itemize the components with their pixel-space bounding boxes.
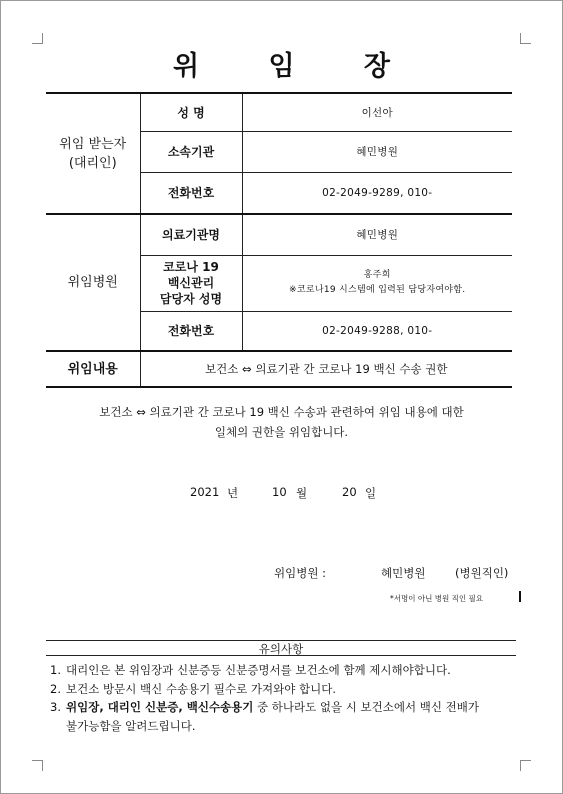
- org-label: 소속기관: [140, 131, 242, 172]
- hospital-value: 혜민병원: [242, 214, 512, 255]
- notice-item-3: [50, 698, 520, 735]
- notice-item-3-text: 중 하나라도 없을 시 보건소에서 백신 전배가: [253, 700, 479, 714]
- hospital-group-cell: 위임병원: [46, 214, 140, 351]
- name-value: 이선아: [242, 93, 512, 131]
- notice-item-3-bold: 위임장, 대리인 신분증, 백신수송용기: [66, 700, 254, 714]
- date-day: 20: [342, 485, 357, 499]
- document-title: 위 임 장: [172, 51, 421, 82]
- notice-number: 2.: [50, 681, 61, 696]
- paragraph-line2: 일체의 권한을 위임합니다.: [214, 425, 349, 439]
- date-day-unit: 일: [365, 486, 377, 500]
- covid-label-line1: 코로나 19: [163, 260, 219, 274]
- org-value: 혜민병원: [242, 131, 512, 172]
- signature-hospital: 혜민병원: [381, 566, 426, 580]
- notice-list: [50, 661, 520, 735]
- date-month: 10: [272, 485, 287, 499]
- delegate-group-line1: 위임 받는자: [59, 136, 127, 152]
- crop-mark-top-left: [32, 33, 43, 44]
- signature-seal: (병원직인): [455, 566, 509, 580]
- date-month-unit: 월: [296, 486, 308, 500]
- notice-item-2-text: 보건소 방문시 백신 수송용기 필수로 가져와야 합니다.: [66, 681, 336, 696]
- notice-rule: [46, 655, 516, 656]
- notice-number: 3.: [50, 700, 61, 714]
- covid-manager-label: [140, 255, 242, 311]
- notice-title: 유의사항: [258, 642, 304, 656]
- name-label: 성 명: [140, 93, 242, 131]
- paragraph-line1: 보건소 ⇔ 의료기관 간 코로나 19 백신 수송과 관련하여 위임 내용에 대한: [99, 405, 464, 419]
- notice-item-1: [50, 661, 520, 680]
- signature-note: *서명이 아닌 병원 직인 필요: [390, 594, 483, 603]
- delegation-table: [46, 92, 512, 388]
- notice-number: 1.: [50, 663, 61, 677]
- covid-label-line3: 담당자 성명: [159, 292, 223, 306]
- covid-manager-note: ※코로나19 시스템에 입력된 담당자여야함.: [289, 285, 466, 295]
- text-cursor: [519, 591, 521, 602]
- phone2-value: 02-2049-9288, 010-: [242, 311, 512, 351]
- notice-item-1-text: 대리인은 본 위임장과 신분증등 신분증명서를 보건소에 함께 제시해야합니다.: [66, 663, 451, 677]
- crop-mark-top-right: [520, 33, 531, 44]
- covid-manager-value: [242, 255, 512, 311]
- covid-manager-name: 홍주희: [363, 270, 391, 280]
- phone2-label: 전화번호: [140, 311, 242, 351]
- crop-mark-bottom-left: [32, 760, 43, 771]
- notice-item-3-line2: 불가능함을 알려드립니다.: [66, 718, 196, 733]
- phone1-value: 02-2049-9289, 010-: [242, 172, 512, 214]
- delegate-group-cell: [46, 93, 140, 214]
- delegate-group-line2: (대리인): [68, 155, 117, 171]
- covid-label-line2: 백신관리: [167, 276, 215, 290]
- signature-label: 위임병원 :: [274, 566, 326, 580]
- delegation-paragraph: [40, 402, 523, 442]
- notice-item-2: [50, 680, 520, 699]
- date-year-unit: 년: [227, 486, 239, 500]
- date-year: 2021: [190, 485, 220, 499]
- hospital-label: 의료기관명: [140, 214, 242, 255]
- scope-label: 위임내용: [46, 351, 140, 387]
- scope-value: 보건소 ⇔ 의료기관 간 코로나 19 백신 수송 권한: [140, 351, 512, 387]
- phone1-label: 전화번호: [140, 172, 242, 214]
- crop-mark-bottom-right: [520, 760, 531, 771]
